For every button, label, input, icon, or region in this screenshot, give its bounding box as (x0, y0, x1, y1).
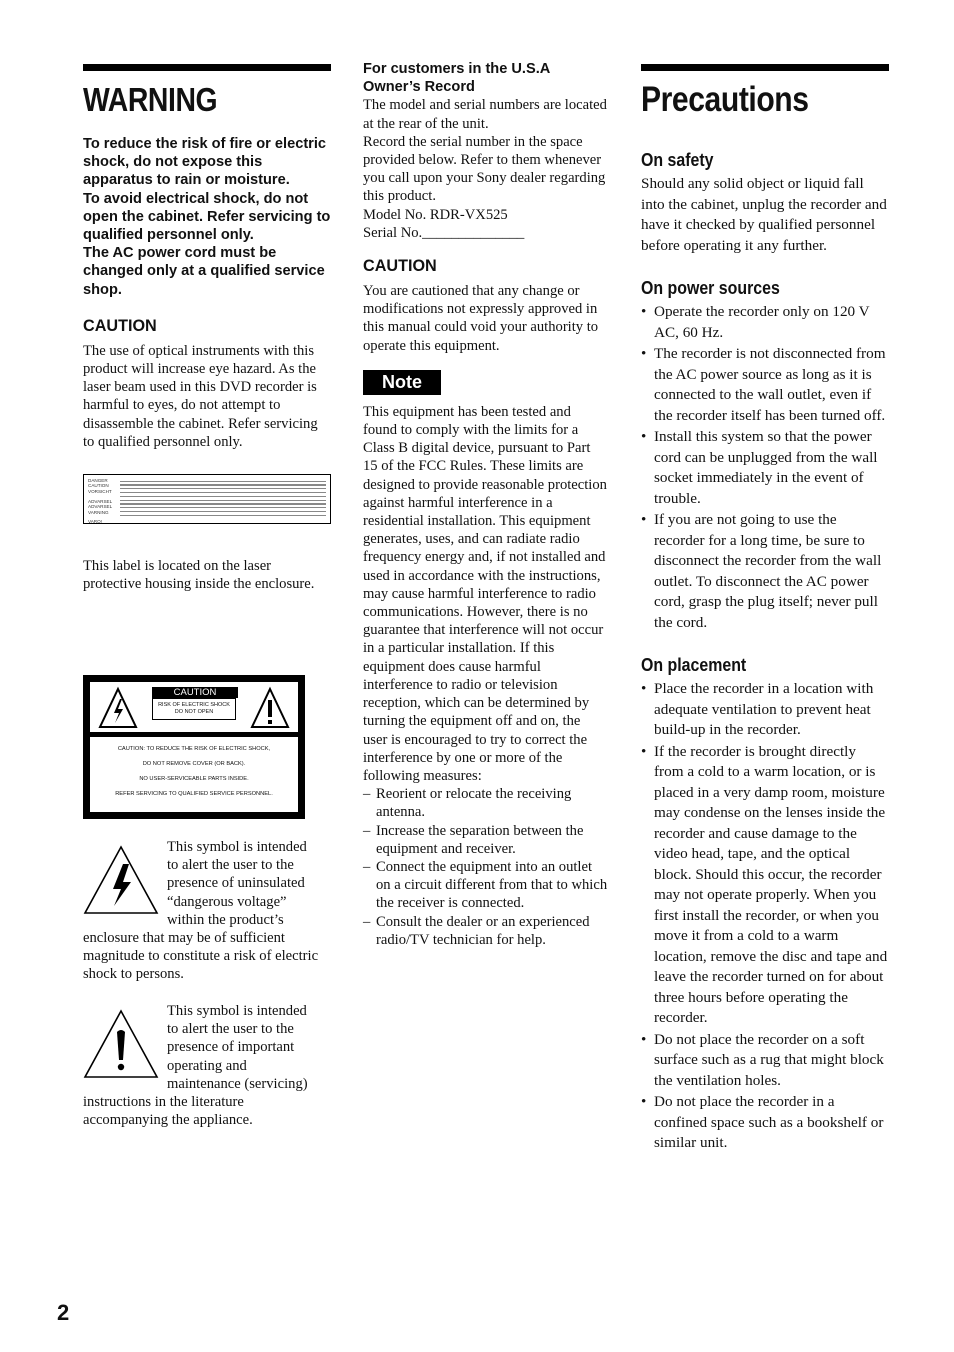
power-item: • The recorder is not disconnected from the AC power source as long as it is connected to the wall outlet, even if the recorder itself has been turned off. (641, 344, 889, 426)
fcc-caution-text: You are cautioned that any change or modifications not expressly approved in this manual could void your authority to operate this equipment. (363, 283, 599, 354)
note-text: This equipment has been tested and found to comply with the limits for a Class B digital device, pursuant to Part 15 of the FCC Rules. These limits are designed to provide reasonable protection against harmful interference in a residential installation. This equipment generates, uses, and can radiate radio frequency energy and, if not installed and used in accordance with the instructions, may cause harmful interference to radio communications. However, there is no guarantee that interference will not occur in a particular installation. If this equipment does cause harmful interference to radio or television reception, which can be determined by turning the equipment off and on, the user is encouraged to try to correct the interference by one or more of the following measures: (363, 403, 607, 784)
safety-text: Should any solid object or liquid fall into the cabinet, unplug the recorder and have it checked by qualified personnel before operating it any further. (641, 175, 887, 254)
title-rule (83, 64, 331, 71)
label-location-text: This label is located on the laser protective housing inside the enclosure. (83, 558, 315, 593)
measure-item: – Connect the equipment into an outlet on a circuit different from that to which the receiver is connected. (363, 858, 608, 913)
lightning-triangle-icon (83, 844, 159, 916)
placement-heading: On placement (641, 654, 747, 675)
precautions-column (641, 64, 889, 1155)
owners-record-heading: For customers in the U.S.A Owner’s Record (363, 61, 550, 96)
placement-item: • Do not place the recorder in a confined space such as a bookshelf or similar unit. (641, 1092, 889, 1154)
symbol1-line: to alert the user to the (167, 857, 294, 874)
laser-code: ADVARSEL (88, 504, 113, 510)
caution-label-header: CAUTION (152, 687, 238, 698)
symbol1-line: “dangerous voltage” (167, 893, 287, 910)
laser-code: VORSICHT (88, 488, 112, 494)
symbol1-rest: enclosure that may be of sufficient magnitude to constitute a risk of electric shock to persons. (83, 930, 319, 983)
measure-item: – Reorient or relocate the receiving antenna. (363, 785, 608, 821)
warning-paragraph-1: To reduce the risk of fire or electric shock, do not expose this apparatus to rain or moisture. (83, 136, 327, 189)
caution-label-line-1: CAUTION: TO REDUCE THE RISK OF ELECTRIC SHOCK, (117, 746, 271, 752)
caution-label-graphic (83, 675, 305, 819)
symbol1-line: presence of uninsulated (167, 875, 305, 892)
owners-record-line: Record the serial number in the space provided below. Refer to them whenever you call upon your Sony dealer regarding this product. (363, 133, 606, 205)
power-item: • If you are not going to use the recorder for a long time, be sure to disconnect the recorder from the wall outlet. To disconnect the AC power cord, grasp the plug itself; never pull the cord. (641, 510, 889, 633)
caution-heading: CAUTION (83, 316, 157, 335)
measure-item: – Increase the separation between the equipment and receiver. (363, 822, 608, 858)
caution-label-sub (152, 698, 236, 720)
exclamation-triangle-icon (250, 686, 290, 730)
symbol2-line: presence of important (167, 1039, 295, 1056)
laser-code: VARO! (88, 518, 102, 524)
page-number: 2 (57, 1300, 70, 1325)
caution-label-bottom (90, 737, 298, 812)
caution-label-line-3: NO USER-SERVICEABLE PARTS INSIDE. (139, 776, 249, 782)
laser-code: ADVARSEL (88, 498, 113, 504)
power-sources-heading: On power sources (641, 277, 780, 298)
serial-number: Serial No.______________ (363, 224, 525, 241)
precautions-title: Precautions (641, 80, 809, 119)
warning-paragraph-2: To avoid electrical shock, do not open the cabinet. Refer servicing to qualified personnel only. (83, 190, 331, 244)
laser-code: VARNING (88, 509, 109, 515)
caution-label-sub-line: DO NOT OPEN (174, 709, 214, 715)
caution-label-line-2: DO NOT REMOVE COVER (OR BACK). (142, 761, 246, 767)
laser-code: DANGER (88, 478, 108, 484)
symbol2-line: maintenance (servicing) (167, 1075, 308, 1092)
warning-column (83, 64, 331, 593)
note-badge: Note (363, 370, 441, 395)
model-number: Model No. RDR-VX525 (363, 206, 508, 223)
lightning-triangle-icon (98, 686, 138, 730)
caution-label-sub-line: RISK OF ELECTRIC SHOCK (158, 702, 230, 708)
title-rule (641, 64, 889, 71)
exclamation-triangle-icon (83, 1008, 159, 1080)
placement-item: • If the recorder is brought directly from a cold to a warm location, or is placed in a very damp room, moisture may condense on the lenses inside the recorder and cause damage to the video head, tape, and the optical block. Should this occur, the recorder may not operate properly. When you first install the recorder, or when you move it from a cold to a warm location, remove the disc and tape and leave the recorder turned on for about three hours before operating the recorder. (641, 742, 889, 1029)
symbol1-line: within the product’s (167, 911, 284, 928)
symbol2-rest: instructions in the literature accompanying the appliance. (83, 1094, 253, 1129)
symbol2-line: operating and (167, 1057, 247, 1074)
laser-warning-label (83, 474, 331, 524)
power-item: • Install this system so that the power cord can be unplugged from the wall socket immediately in the event of trouble. (641, 427, 889, 509)
safety-heading: On safety (641, 149, 714, 170)
customers-column (363, 60, 608, 949)
warning-title: WARNING (83, 81, 218, 118)
caution-label-line-4: REFER SERVICING TO QUALIFIED SERVICE PERSONNEL. (115, 791, 273, 797)
symbol2-line: to alert the user to the (167, 1021, 294, 1038)
caution-heading: CAUTION (363, 257, 437, 276)
power-item: • Operate the recorder only on 120 V AC, 60 Hz. (641, 302, 889, 343)
placement-item: • Place the recorder in a location with adequate ventilation to prevent heat build-up in the recorder. (641, 679, 889, 741)
owners-record-line: The model and serial numbers are located at the rear of the unit. (363, 97, 607, 132)
symbol1-line: This symbol is intended (167, 839, 307, 855)
laser-code: CAUTION (88, 483, 109, 489)
measure-item: – Consult the dealer or an experienced radio/TV technician for help. (363, 913, 608, 949)
placement-item: • Do not place the recorder on a soft surface such as a rug that might block the ventilation holes. (641, 1030, 889, 1092)
warning-paragraph-3: The AC power cord must be changed only at a qualified service shop. (83, 245, 325, 298)
symbol2-line: This symbol is intended (167, 1003, 307, 1019)
caution-label-top (90, 682, 298, 732)
laser-label-fine-print (120, 478, 326, 518)
caution-text: The use of optical instruments with this product will increase eye hazard. As the laser beam used in this DVD recorder is harmful to eyes, do not attempt to disassemble the cabinet. Refer servicing to qualified personnel only. (83, 342, 318, 450)
